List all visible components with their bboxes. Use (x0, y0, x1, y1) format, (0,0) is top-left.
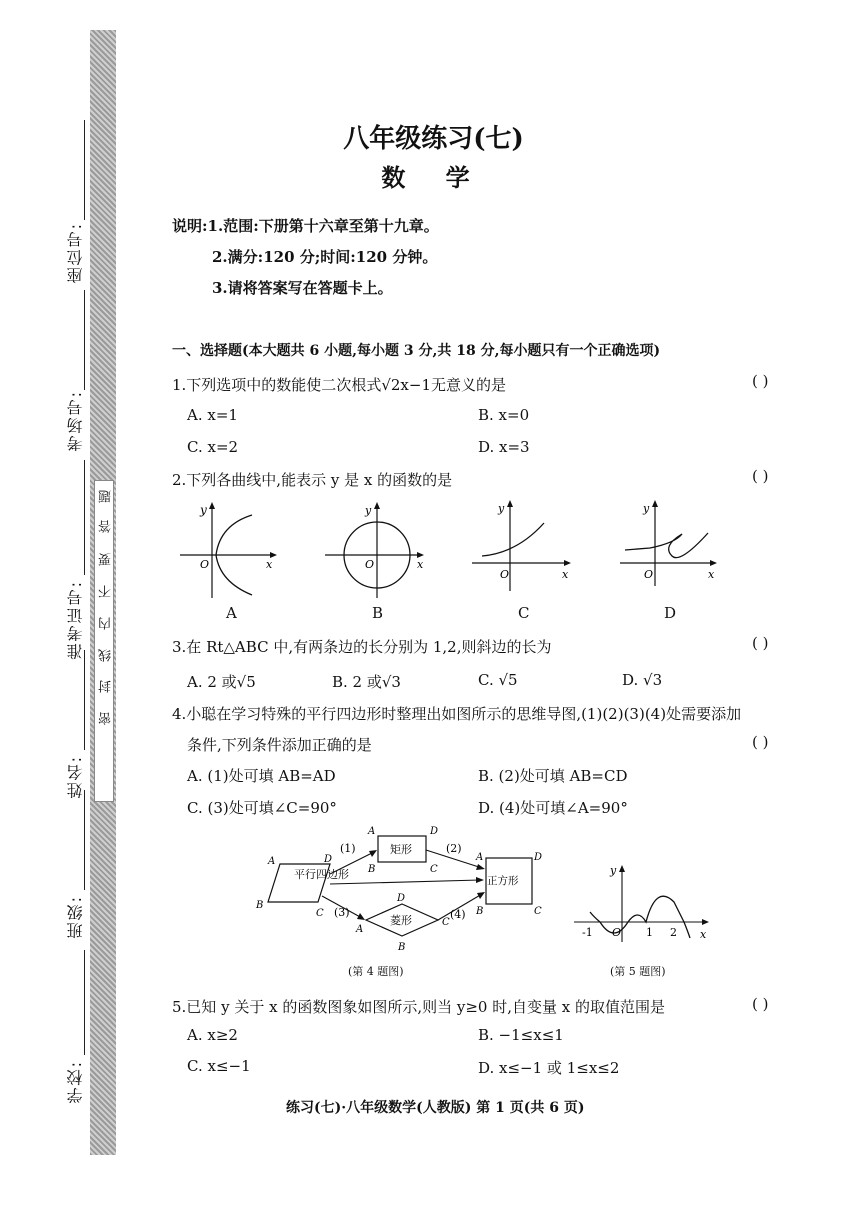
graph-label: A (226, 604, 237, 622)
option-d: D. √3 (622, 671, 663, 689)
instruction-line: 说明:1.范围:下册第十六章至第十九章。 (172, 217, 439, 235)
school-line (84, 950, 85, 1055)
option-c: C. (3)处可填∠C=90° (187, 799, 337, 817)
option-b: B. −1≤x≤1 (478, 1026, 564, 1044)
figure-4-mind-map (250, 822, 560, 957)
option-b: B. 2 或√3 (332, 673, 401, 691)
question-stem: 1.下列选项中的数能使二次根式√2x−1无意义的是 (172, 376, 506, 394)
option-c: C. x≤−1 (187, 1057, 251, 1075)
graph-a (180, 500, 280, 600)
svg-text:B: B (256, 900, 264, 911)
svg-text:O: O (500, 568, 510, 581)
seal-char: 封 (99, 680, 114, 693)
school-label: 学校: (66, 1060, 85, 1104)
name-line (84, 650, 85, 750)
option-c: C. x=2 (187, 438, 239, 456)
rectangle-label: 矩形 (390, 843, 412, 856)
exam-room-label: 考场号: (66, 390, 85, 452)
figure-5-graph (572, 862, 712, 944)
option-a: A. x=1 (187, 406, 238, 424)
svg-text:C: C (316, 908, 324, 919)
ticket-number-label: 准考证号: (66, 580, 85, 660)
instruction-line: 3.请将答案写在答题卡上。 (212, 279, 393, 297)
option-d: D. x≤−1 或 1≤x≤2 (478, 1059, 620, 1077)
seat-number-label: 座位号: (66, 222, 85, 284)
option-b: B. x=0 (478, 406, 530, 424)
instruction-line: 2.满分:120 分;时间:120 分钟。 (212, 248, 438, 266)
option-d: D. x=3 (478, 438, 530, 456)
svg-text:y: y (498, 502, 505, 515)
ticket-number-line (84, 460, 85, 575)
section-heading: 一、选择题(本大题共 6 小题,每小题 3 分,共 18 分,每小题只有一个正确选项) (172, 343, 661, 359)
step-label: (4) (450, 908, 466, 921)
class-line (84, 790, 85, 890)
option-a: A. x≥2 (187, 1026, 238, 1044)
option-a: A. (1)处可填 AB=AD (187, 767, 336, 785)
svg-text:x: x (562, 568, 569, 581)
answer-paren: ( ) (752, 733, 769, 751)
svg-text:C: C (442, 917, 450, 928)
square-label: 正方形 (487, 875, 519, 887)
svg-text:x: x (266, 558, 273, 571)
seal-char: 要 (99, 553, 114, 566)
svg-text:x: x (708, 568, 715, 581)
svg-text:D: D (397, 893, 406, 904)
svg-text:D: D (534, 852, 543, 863)
svg-text:B: B (476, 906, 484, 917)
graph-b (325, 500, 430, 600)
step-label: (1) (340, 842, 356, 855)
svg-text:D: D (430, 826, 439, 837)
graph-label: C (518, 604, 530, 622)
svg-text:B: B (368, 864, 376, 875)
svg-text:A: A (368, 826, 376, 837)
tick-label: -1 (582, 926, 593, 939)
svg-text:y: y (365, 504, 372, 517)
figure-4-caption: (第 4 题图) (348, 965, 404, 978)
page-title: 八年级练习(七) (343, 124, 524, 154)
svg-text:y: y (610, 864, 617, 877)
question-stem: 4.小聪在学习特殊的平行四边形时整理出如图所示的思维导图,(1)(2)(3)(4)处需要添加 (172, 705, 742, 723)
svg-text:B: B (398, 942, 406, 953)
svg-text:C: C (430, 864, 438, 875)
svg-text:x: x (417, 558, 424, 571)
answer-paren: ( ) (752, 634, 769, 652)
parallelogram-label: 平行四边形 (294, 868, 349, 881)
tick-label: O (612, 926, 622, 939)
question-stem: 5.已知 y 关于 x 的函数图象如图所示,则当 y≥0 时,自变量 x 的取值范围是 (172, 998, 665, 1016)
svg-text:x: x (700, 928, 707, 941)
seal-char: 答 (99, 520, 114, 533)
seal-char: 不 (99, 585, 114, 598)
question-stem: 3.在 Rt△ABC 中,有两条边的长分别为 1,2,则斜边的长为 (172, 638, 552, 656)
answer-paren: ( ) (752, 372, 769, 390)
class-label: 班级: (66, 895, 85, 939)
svg-text:A: A (476, 852, 484, 863)
svg-text:A: A (268, 856, 276, 867)
answer-paren: ( ) (752, 467, 769, 485)
option-b: B. (2)处可填 AB=CD (478, 767, 628, 785)
svg-text:y: y (200, 503, 207, 517)
option-c: C. √5 (478, 671, 518, 689)
graph-c (472, 498, 577, 593)
svg-text:O: O (644, 568, 654, 581)
page-footer: 练习(七)·八年级数学(人教版) 第 1 页(共 6 页) (286, 1100, 585, 1116)
step-label: (2) (446, 842, 462, 855)
tick-label: 2 (670, 926, 677, 939)
seal-char: 内 (99, 617, 114, 630)
svg-text:O: O (200, 558, 210, 571)
subject-title: 数 学 (381, 163, 486, 192)
step-label: (3) (334, 906, 350, 919)
figure-5-caption: (第 5 题图) (610, 965, 666, 978)
option-d: D. (4)处可填∠A=90° (478, 799, 628, 817)
question-stem: 条件,下列条件添加正确的是 (187, 736, 372, 754)
seal-char: 密 (99, 712, 114, 725)
seal-char: 题 (99, 490, 114, 503)
svg-text:y: y (643, 502, 650, 515)
graph-label: B (372, 604, 384, 622)
rhombus-label: 菱形 (390, 914, 412, 927)
svg-text:D: D (324, 854, 333, 865)
seal-char: 线 (99, 649, 114, 662)
answer-paren: ( ) (752, 995, 769, 1013)
graph-d (620, 498, 720, 588)
graph-label: D (664, 604, 677, 622)
exam-room-line (84, 290, 85, 390)
tick-label: 1 (646, 926, 653, 939)
question-stem: 2.下列各曲线中,能表示 y 是 x 的函数的是 (172, 471, 453, 489)
name-label: 姓名: (66, 755, 85, 799)
svg-text:O: O (365, 558, 375, 571)
option-a: A. 2 或√5 (187, 673, 256, 691)
svg-text:C: C (534, 906, 542, 917)
svg-text:A: A (356, 924, 364, 935)
